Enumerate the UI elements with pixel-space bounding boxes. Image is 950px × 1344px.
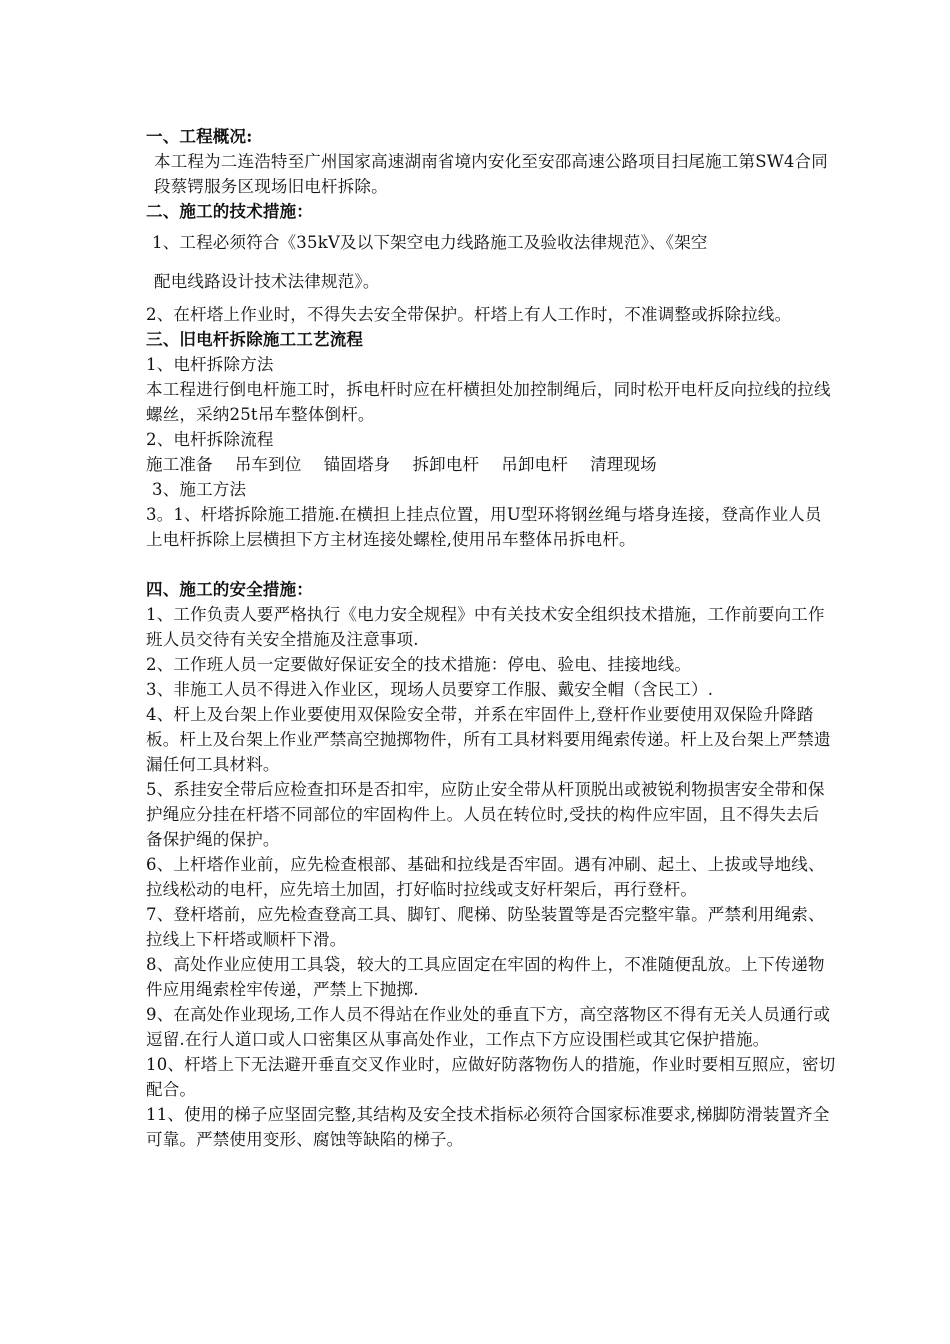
- step-4: 拆卸电杆: [412, 455, 480, 474]
- section-3-title: 三、旧电杆拆除施工工艺流程: [146, 330, 364, 349]
- spacer: [146, 552, 836, 577]
- step-2: 吊车到位: [234, 455, 302, 474]
- section-3-3-title: 3、施工方法: [152, 480, 247, 499]
- section-1-body: 本工程为二连浩特至广州国家高速湖南省境内安化至安邵高速公路项目扫尾施工第SW4合同段蔡锷服务区现场旧电杆拆除。: [154, 152, 828, 196]
- section-3-2-steps: [146, 452, 836, 477]
- section-4-title: 四、施工的安全措施：: [146, 580, 313, 599]
- safety-item: 6、上杆塔作业前，应先检查根部、基础和拉线是否牢固。遇有冲刷、起土、上拔或导地线、拉线松动的电杆，应先培土加固，打好临时拉线或支好杆架后，再行登杆。: [146, 855, 825, 899]
- section-3-2-title: 2、电杆拆除流程: [146, 430, 274, 449]
- safety-item: 4、杆上及台架上作业要使用双保险安全带，并系在牢固件上,登杆作业要使用双保险升降踏板。杆上及台架上作业严禁高空抛掷物件，所有工具材料要用绳索传递。杆上及台架上严禁遗漏任何工具材料。: [146, 705, 831, 774]
- safety-item: 5、系挂安全带后应检查扣环是否扣牢，应防止安全带从杆顶脱出或被锐利物损害安全带和保护绳应分挂在杆塔不同部位的牢固构件上。人员在转位时,受扶的构件应牢固，且不得失去后备保护绳的保护。: [146, 780, 825, 849]
- safety-item: 11、使用的梯子应坚固完整,其结构及安全技术指标必须符合国家标准要求,梯脚防滑装置齐全可靠。严禁使用变形、腐蚀等缺陷的梯子。: [146, 1105, 830, 1149]
- section-2-title: 二、施工的技术措施：: [146, 202, 313, 221]
- safety-item: 1、工作负责人要严格执行《电力安全规程》中有关技术安全组织技术措施，工作前要向工作班人员交待有关安全措施及注意事项.: [146, 605, 825, 649]
- safety-item: 10、杆塔上下无法避开垂直交叉作业时，应做好防落物伤人的措施，作业时要相互照应，密切配合。: [146, 1055, 836, 1099]
- document-page: [146, 124, 836, 1152]
- section-2-item-2: 2、在杆塔上作业时，不得失去安全带保护。杆塔上有人工作时，不准调整或拆除拉线。: [146, 305, 792, 324]
- section-3-3-body: 3。1、杆塔拆除施工措施.在横担上挂点位置，用U型环将钢丝绳与塔身连接，登高作业人员上电杆拆除上层横担下方主材连接处螺栓,使用吊车整体吊拆电杆。: [146, 505, 822, 549]
- step-5: 吊卸电杆: [501, 455, 569, 474]
- safety-item: 7、登杆塔前，应先检查登高工具、脚钉、爬梯、防坠装置等是否完整牢靠。严禁利用绳索、拉线上下杆塔或顺杆下滑。: [146, 905, 825, 949]
- section-3-1-body: 本工程进行倒电杆施工时，拆电杆时应在杆横担处加控制绳后，同时松开电杆反向拉线的拉线螺丝，采纳25t吊车整体倒杆。: [146, 380, 831, 424]
- section-2-item-1b: 配电线路设计技术法律规范》。: [154, 272, 380, 291]
- safety-item: 2、工作班人员一定要做好保证安全的技术措施：停电、验电、挂接地线。: [146, 655, 692, 674]
- step-6: 清理现场: [590, 455, 657, 474]
- step-3: 锚固塔身: [323, 455, 391, 474]
- section-3-1-title: 1、电杆拆除方法: [146, 355, 274, 374]
- safety-item: 3、非施工人员不得进入作业区，现场人员要穿工作服、戴安全帽（含民工）.: [146, 680, 714, 699]
- section-1-title: 一、工程概况:: [146, 127, 253, 146]
- section-2-item-1a: 1、工程必须符合《35kV及以下架空电力线路施工及验收法律规范》、《架空: [152, 233, 708, 252]
- safety-item: 9、在高处作业现场,工作人员不得站在作业处的垂直下方，高空落物区不得有无关人员通行或逗留.在行人道口或人口密集区从事高处作业，工作点下方应设围栏或其它保护措施。: [146, 1005, 831, 1049]
- safety-item: 8、高处作业应使用工具袋，较大的工具应固定在牢固的构件上，不准随便乱放。上下传递物件应用绳索栓牢传递，严禁上下抛掷.: [146, 955, 825, 999]
- step-1: 施工准备: [146, 455, 213, 474]
